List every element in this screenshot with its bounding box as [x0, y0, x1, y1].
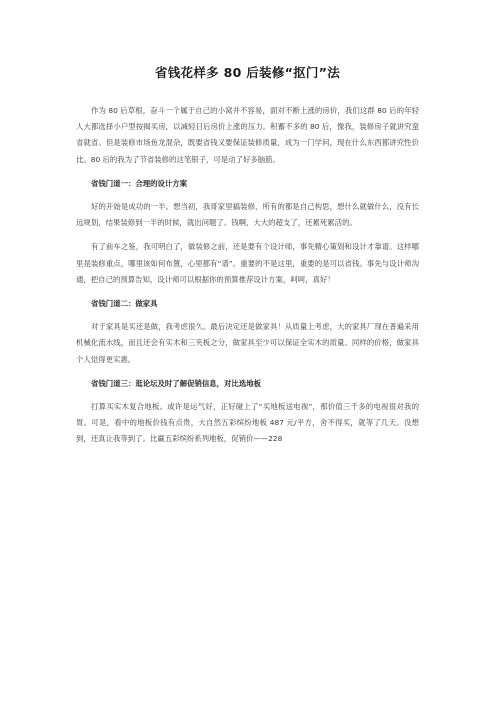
section-heading-design: 省钱门道一：合理的设计方案: [91, 178, 188, 188]
paragraph-intro: 作为 80 后草根，奋斗一个属于自己的小窝并不容易，面对不断上涨的房价，我们这群 80 后的年轻人大都选择小户型按揭买房，以减轻日后房价上涨的压力。积蓄不多的 80 后，像我，装修房子就讲究蛮省就省。但是装修市场鱼龙混杂，既要省钱又要保证装修质量，成为一门学问，现在什么东西都讲究性价比。80 后的我为了节省装修的这笔银子，可是动了好多脑筋。: [76, 106, 419, 164]
paragraph-furniture: 对于家具是买还是做，我考虑很久。最后决定还是做家具！从质量上考虑，大的家具厂现在普遍采用机械化流水线，而且还会有实木和三夹板之分，做家具至少可以保证全实木的质量。同样的价格，做家具个人觉得更实惠。: [76, 322, 419, 364]
paragraph-design-2: 有了前车之鉴，我可明白了，做装修之前，还是要有个设计师，事先精心策划和设计才靠谱。这样哪里是装修重点，哪里该如何布置，心里都有“谱”。重要的不是这里，重要的是可以省钱。事先与设计师沟通，把自己的预算告知，设计师可以根据你的预算推荐设计方案，呵呵，真好！: [76, 242, 419, 284]
paragraph-flooring: 打算买实木复合地板。或许是运气好，正好碰上了“买地板送电视”，那价值三千多的电视很对我的胃。可是，看中的地板价钱有点贵，大自然五彩缤纷地板 487 元/平方，舍不得买，就等了几天。没想到，还真让我等到了。比赢五彩缤纷系列地板，促销价——228: [76, 402, 419, 444]
section-heading-furniture: 省钱门道二：做家具: [91, 299, 158, 309]
paragraph-design-1: 好的开始是成功的一半。想当初，我哥家里搞装修，所有的都是自己构思，想什么就做什么，没有长远规划，结果装修到一半的时候，就出问题了。钱啊，大大的超支了，还累死累活的。: [76, 202, 419, 228]
document-title: 省钱花样多 80 后装修“抠门”法: [154, 65, 341, 80]
document-body: [76, 103, 419, 448]
section-heading-flooring: 省钱门道三：逛论坛及时了解促销信息，对比选地板: [91, 378, 261, 388]
